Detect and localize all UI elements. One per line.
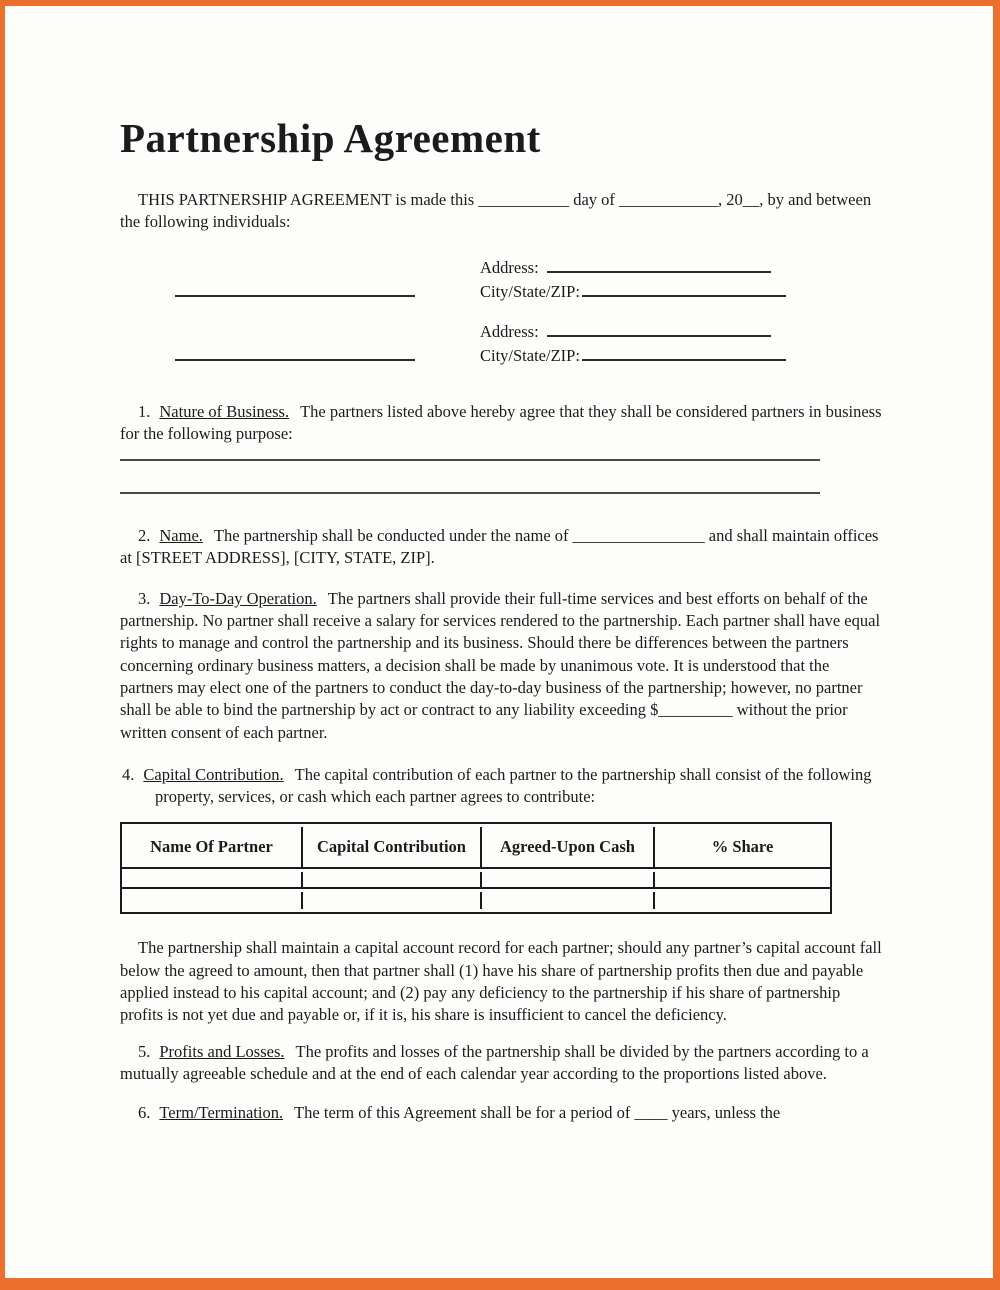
address-label: Address:: [480, 257, 539, 277]
section-profits-and-losses: [120, 1041, 883, 1086]
section-number: 1.: [138, 401, 151, 421]
column-header-capital-contribution: Capital Contribution: [301, 827, 480, 869]
table-cell: [122, 892, 301, 909]
section-body-text: The term of this Agreement shall be for a period of ____ years, unless the: [294, 1103, 781, 1123]
purpose-blank-line-1: [120, 459, 820, 461]
city-state-zip-label: City/State/ZIP:: [480, 345, 580, 365]
table-cell: [480, 872, 653, 889]
section-number: 3.: [138, 588, 151, 608]
column-header-percent-share: % Share: [653, 827, 830, 869]
address-label: Address:: [480, 321, 539, 341]
column-header-name-of-partner: Name Of Partner: [122, 827, 301, 869]
partner-info-section: [120, 256, 883, 368]
section-body-text: The partners listed above hereby agree that they shall be considered partners in business for the following purpose:: [120, 401, 882, 443]
section-capital-contribution: [122, 764, 883, 809]
section-heading: Name.: [159, 526, 203, 546]
address-blank-line: [547, 258, 771, 273]
partner-block-1: [120, 256, 883, 304]
table-row: [122, 892, 830, 909]
section-number: 4.: [122, 764, 135, 784]
section-body-text: The profits and losses of the partnership shall be divided by the partners according to a mutually agreeable schedule and at the end of each calendar year according to the proportions listed above.: [120, 1041, 869, 1083]
address-row: [480, 320, 883, 344]
section-number: 6.: [138, 1103, 151, 1123]
city-state-zip-label: City/State/ZIP:: [480, 281, 580, 301]
partner-2-name-field: [120, 320, 480, 368]
section-body-text: The partners shall provide their full-time services and best efforts on behalf of the partnership. No partner shall receive a salary for services rendered to the partnership. Each partner shall have equal rights to manage and control the partnership and its business. Should there be differences between the partners concerning ordinary business matters, a decision shall be made by unanimous vote. It is understood that the partners may elect one of the partners to conduct the day-to-day business of the partnership; however, no partner shall be able to bind the partnership by act or contract to any liability exceeding $_________ without the prior written consent of each partner.: [120, 588, 881, 742]
address-blank-line: [547, 322, 771, 337]
section-body-text: The capital contribution of each partner to the partnership shall consist of the following property, services, or cash which each partner agrees to contribute:: [155, 764, 872, 807]
section-number: 2.: [138, 526, 151, 546]
section-heading: Nature of Business.: [159, 401, 290, 421]
section-heading: Day-To-Day Operation.: [159, 588, 317, 608]
intro-paragraph: THIS PARTNERSHIP AGREEMENT is made this ___________ day of ____________, 20__, by and between the following individuals:: [120, 190, 872, 232]
table-cell: [301, 872, 480, 889]
city-state-zip-blank-line: [582, 282, 786, 297]
section-body-text: The partnership shall be conducted under the name of ________________ and shall maintain offices at [STREET ADDRESS], [CITY, STATE, ZIP].: [120, 526, 879, 568]
capital-contribution-table: [120, 822, 832, 914]
section-term-termination: [120, 1102, 883, 1124]
document-title: Partnership Agreement: [120, 115, 541, 161]
section-name: [120, 525, 883, 570]
partner-1-name-blank-line: [175, 295, 415, 297]
city-state-zip-row: [480, 344, 883, 368]
section-heading: Profits and Losses.: [159, 1041, 285, 1061]
partner-1-name-field: [120, 256, 480, 304]
purpose-blank-line-2: [120, 492, 820, 494]
partner-1-address-fields: [480, 256, 883, 304]
table-row: [122, 872, 830, 889]
document-body: [5, 6, 993, 1125]
capital-account-paragraph: The partnership shall maintain a capital account record for each partner; should any partner’s capital account fall below the agreed to amount, then that partner shall (1) have his share of partnership profits then due and payable applied instead to his capital account; and (2) pay any deficiency to the partnership if his share of partnership profits is not yet due and payable or, if it is, his share is insufficient to cancel the deficiency.: [120, 938, 882, 1025]
table-cell: [480, 892, 653, 909]
column-header-agreed-upon-cash: Agreed-Upon Cash: [480, 827, 653, 869]
city-state-zip-row: [480, 280, 883, 304]
section-heading: Capital Contribution.: [143, 764, 284, 784]
section-day-to-day-operation: [120, 588, 883, 744]
table-cell: [653, 892, 830, 909]
address-row: [480, 256, 883, 280]
section-heading: Term/Termination.: [159, 1103, 284, 1123]
city-state-zip-blank-line: [582, 346, 786, 361]
section-number: 5.: [138, 1041, 151, 1061]
table-header-row: [122, 827, 830, 869]
section-nature-of-business: [120, 401, 883, 446]
partner-block-2: [120, 320, 883, 368]
table-cell: [122, 872, 301, 889]
table-cell: [301, 892, 480, 909]
partner-2-name-blank-line: [175, 359, 415, 361]
partner-2-address-fields: [480, 320, 883, 368]
table-cell: [653, 872, 830, 889]
